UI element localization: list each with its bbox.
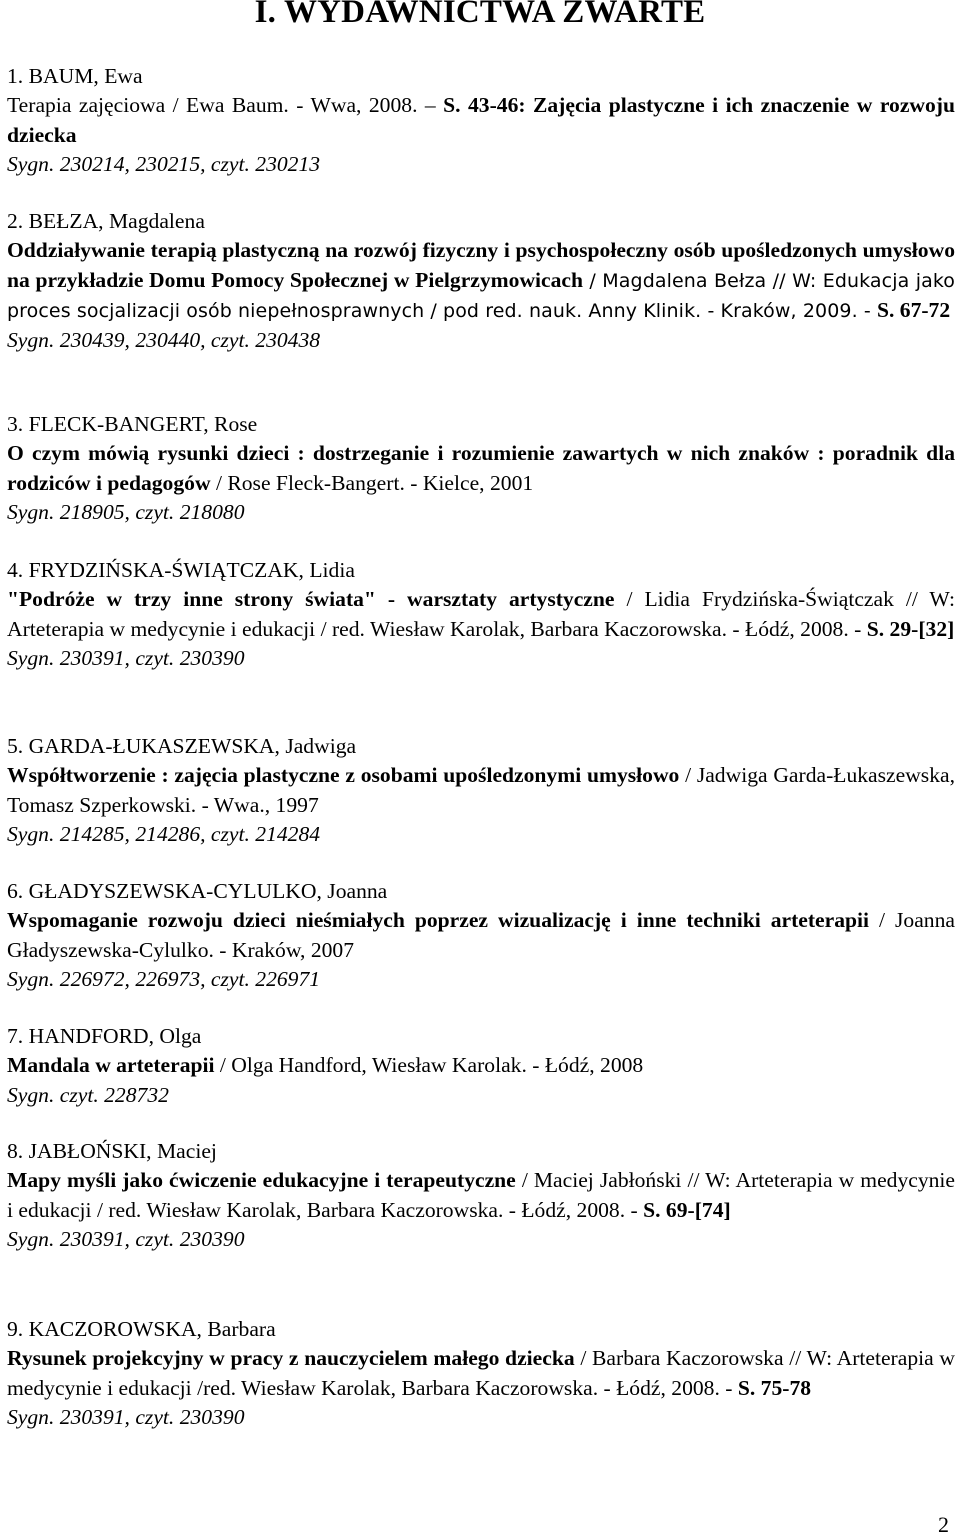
bibliography-entry [7,62,955,179]
entry-title: Terapia zajęciowa [7,93,166,118]
page-number: 2 [938,1512,949,1537]
entry-author-line [7,1022,955,1051]
entry-responsibility: / Maciej Jabłoński // W: Arteterapia w medycynie i edukacji / red. Wiesław Karolak, Barbara Kaczorowska. - Łódź, 2008. - [7,1168,956,1222]
entry-call-number: Sygn. 230214, 230215, czyt. 230213 [7,151,321,176]
entry-responsibility: / Lidia Frydzińska-Świątczak // W: Arteterapia w medycynie i edukacji / red. Wiesław Karolak, Barbara Kaczorowska. - Łódź, 2008. - [7,587,956,641]
entry-description [7,585,955,644]
entry-author-line [7,62,955,91]
entry-pages: S. 67-72 [876,297,951,322]
entry-author: KACZOROWSKA, Barbara [28,1317,276,1341]
entry-author: BAUM, Ewa [28,64,143,88]
entry-responsibility: / Magdalena Bełza // W: Edukacja jako proces socjalizacji osób niepełnosprawnych / pod red. nauk. Anny Klinik. - Kraków, 2009. - [7,269,955,322]
bibliography-entry [7,732,955,849]
entry-author: FRYDZIŃSKA-ŚWIĄTCZAK, Lidia [28,558,355,582]
bibliography-entry [7,1022,955,1110]
entry-author-line [7,410,955,439]
section-heading: I. WYDAWNICTWA ZWARTE [254,0,706,30]
entry-author: JABŁOŃSKI, Maciej [28,1139,217,1163]
entry-author: BEŁZA, Magdalena [28,209,205,233]
entry-call-number: Sygn. 230391, czyt. 230390 [7,1404,245,1429]
bibliography-entry [7,410,955,527]
bibliography-entry [7,207,955,355]
entry-description [7,439,955,498]
entry-number: 5. [7,734,24,758]
entry-author-line [7,732,955,761]
entry-author-line [7,877,955,906]
entry-author: FLECK-BANGERT, Rose [28,412,258,436]
entry-description [7,1051,955,1080]
entry-title: Mapy myśli jako ćwiczenie edukacyjne i terapeutyczne [7,1168,516,1193]
entry-pages: S. 29-[32] [866,616,955,641]
entry-responsibility: / Olga Handford, Wiesław Karolak. - Łódź, 2008 [214,1053,644,1078]
entry-description [7,91,955,150]
entry-pages: S. 69-[74] [643,1197,731,1222]
entry-call-number: Sygn. 230391, czyt. 230390 [7,645,245,670]
entry-title: Współtworzenie : zajęcia plastyczne z osobami upośledzonymi umysłowo [7,763,680,788]
entry-author-line [7,207,955,236]
entry-call-number: Sygn. 230439, 230440, czyt. 230438 [7,328,321,353]
entry-author-line [7,1137,955,1166]
entry-number: 1. [7,64,24,88]
entry-description [7,906,955,965]
entry-description [7,1344,955,1403]
entry-title: Mandala w arteterapii [7,1053,215,1078]
entry-title: "Podróże w trzy inne strony świata" - warsztaty artystyczne [7,587,615,612]
entry-pages: S. 75-78 [737,1375,812,1400]
entry-responsibility: / Rose Fleck-Bangert. - Kielce, 2001 [210,470,534,495]
entry-description [7,236,955,326]
entry-author-line [7,1315,955,1344]
entry-description [7,761,955,820]
entry-title: Oddziaływanie terapią plastyczną na rozwój fizyczny i psychospołeczny osób upośledzonych umysłowo na przykładzie Domu Pomocy Społecznej w Pielgrzymowicach [7,238,955,292]
entry-responsibility: / Jadwiga Garda-Łukaszewska, Tomasz Szperkowski. - Wwa., 1997 [7,763,955,817]
bibliography-entry [7,556,955,673]
entry-call-number: Sygn. 230391, czyt. 230390 [7,1226,245,1251]
entry-title: Rysunek projekcyjny w pracy z nauczycielem małego dziecka [7,1346,575,1371]
entry-call-number: Sygn. 226972, 226973, czyt. 226971 [7,966,321,991]
entry-responsibility: / Ewa Baum. - Wwa, 2008. – [165,93,444,118]
entry-number: 4. [7,558,24,582]
entry-number: 3. [7,412,24,436]
bibliography-entry [7,1137,955,1254]
entry-pages: S. 43-46: Zajęcia plastyczne i ich znaczenie w rozwoju dziecka [7,93,955,147]
entry-description [7,1166,955,1225]
entry-number: 7. [7,1024,24,1048]
entry-title: Wspomaganie rozwoju dzieci nieśmiałych poprzez wizualizację i inne techniki arteterapii [7,908,870,933]
entry-call-number: Sygn. 218905, czyt. 218080 [7,499,245,524]
entry-title: O czym mówią rysunki dzieci : dostrzeganie i rozumienie zawartych w nich znaków : poradnik dla rodziców i pedagogów [7,441,955,495]
entry-author: HANDFORD, Olga [28,1024,202,1048]
entry-number: 6. [7,879,24,903]
entry-number: 2. [7,209,24,233]
bibliography-entry [7,877,955,994]
entry-call-number: Sygn. czyt. 228732 [7,1082,169,1107]
entry-number: 8. [7,1139,24,1163]
bibliography-entry [7,1315,955,1432]
entry-responsibility: / Barbara Kaczorowska // W: Arteterapia w medycynie i edukacji /red. Wiesław Karolak, Barbara Kaczorowska. - Łódź, 2008. - [7,1346,955,1400]
entry-author-line [7,556,955,585]
entry-call-number: Sygn. 214285, 214286, czyt. 214284 [7,821,321,846]
entry-responsibility: / Joanna Gładyszewska-Cylulko. - Kraków, 2007 [7,908,955,962]
entry-author: GARDA-ŁUKASZEWSKA, Jadwiga [28,734,357,758]
entry-number: 9. [7,1317,24,1341]
entry-author: GŁADYSZEWSKA-CYLULKO, Joanna [28,879,388,903]
